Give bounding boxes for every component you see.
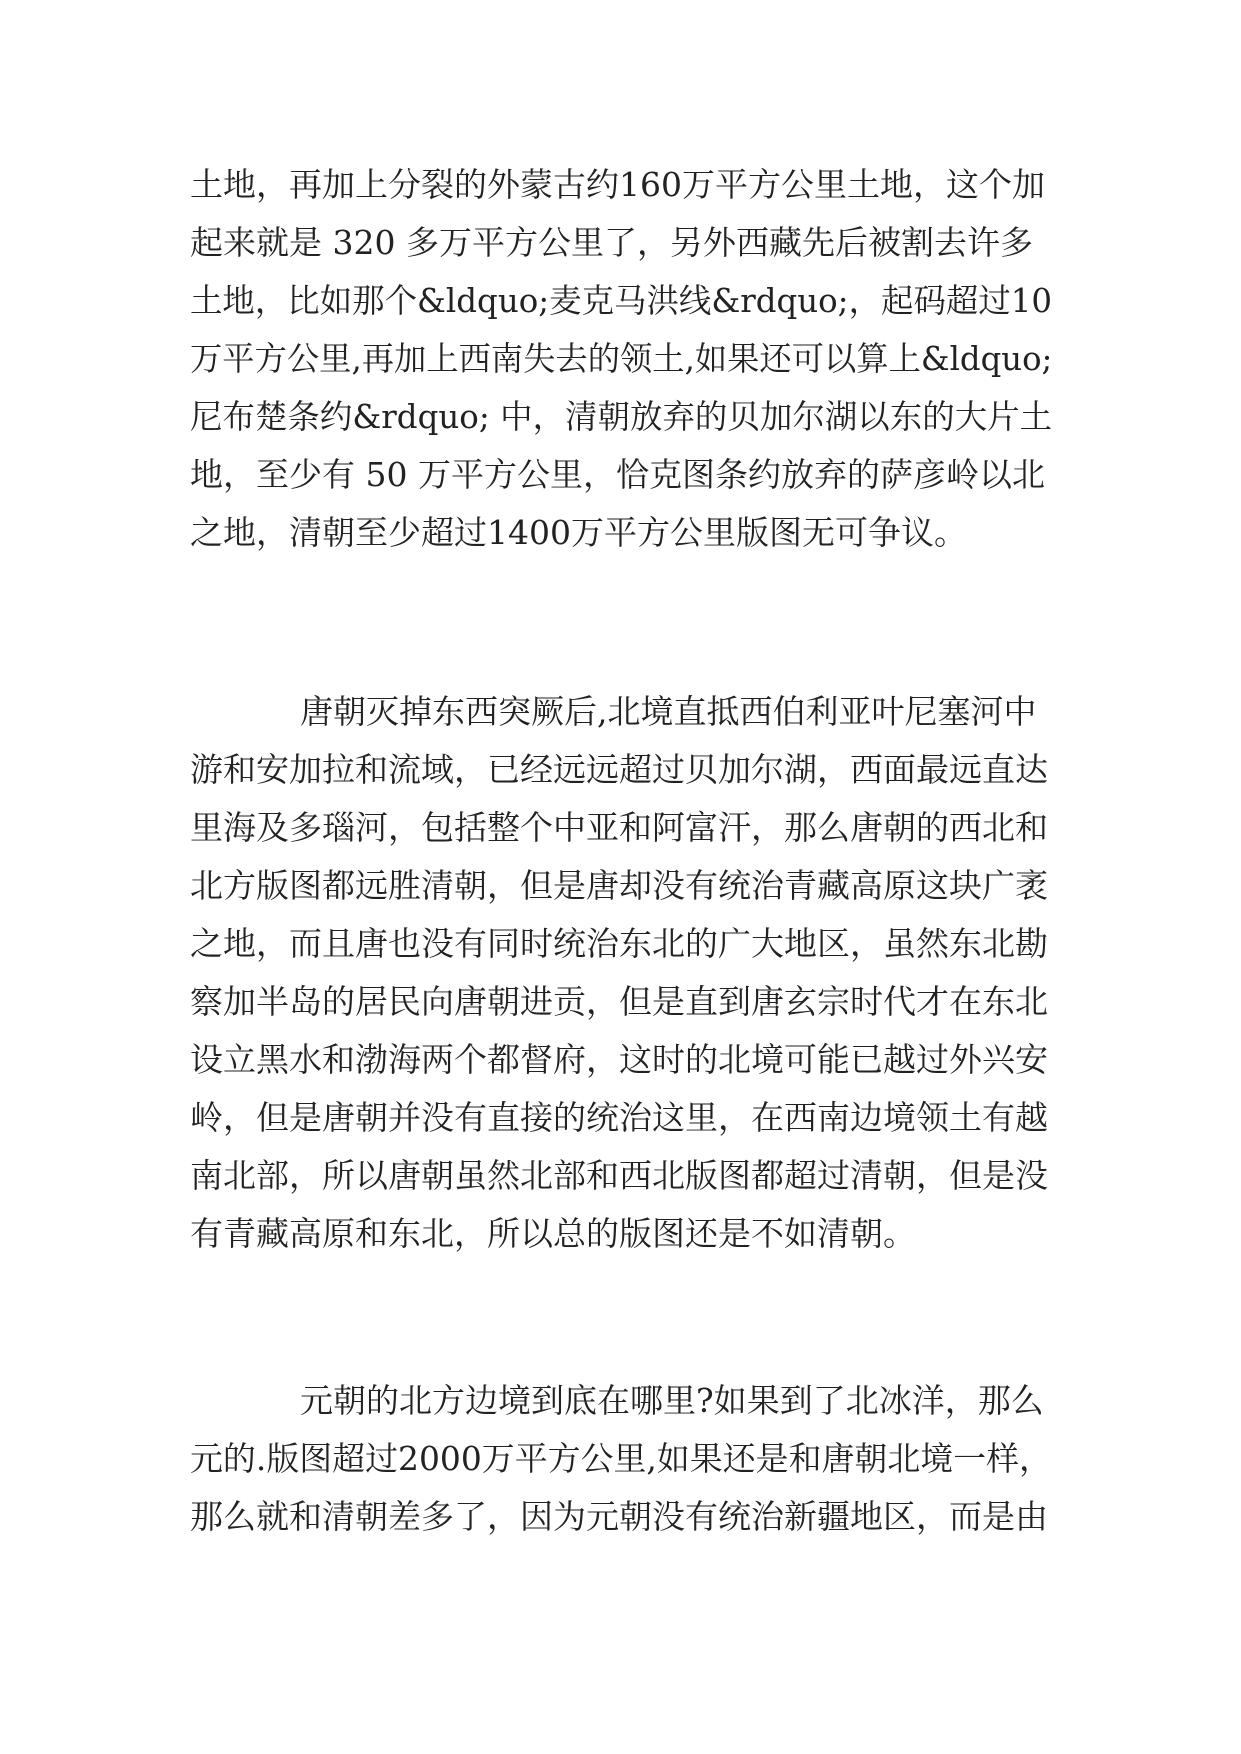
text-line: 岭，但是唐朝并没有直接的统治这里，在西南边境领土有越	[190, 1098, 1048, 1137]
text-line: 之地，而且唐也没有同时统治东北的广大地区，虽然东北勘	[190, 924, 1048, 963]
text-line: 起来就是 320 多万平方公里了，另外西藏先后被割去许多	[190, 223, 1033, 262]
text-line: 设立黑水和渤海两个都督府，这时的北境可能已越过外兴安	[190, 1040, 1048, 1079]
text-line: 南北部，所以唐朝虽然北部和西北版图都超过清朝，但是没	[190, 1156, 1048, 1195]
text-line: 土地，比如那个&ldquo;麦克马洪线&rdquo;，起码超过10	[190, 281, 1053, 320]
text-line-first: 元朝的北方边境到底在哪里?如果到了北冰洋，那么	[300, 1381, 1044, 1420]
paragraph-qing-territory	[190, 156, 1052, 562]
text-line: 有青藏高原和东北，所以总的版图还是不如清朝。	[190, 1214, 916, 1253]
text-line: 北方版图都远胜清朝，但是唐却没有统治青藏高原这块广袤	[190, 866, 1048, 905]
text-line: 察加半岛的居民向唐朝进贡，但是直到唐玄宗时代才在东北	[190, 982, 1048, 1021]
text-line: 尼布楚条约&rdquo; 中，清朝放弃的贝加尔湖以东的大片土	[190, 397, 1053, 436]
text-line: 里海及多瑙河，包括整个中亚和阿富汗，那么唐朝的西北和	[190, 808, 1048, 847]
text-line: 之地，清朝至少超过1400万平方公里版图无可争议。	[190, 513, 967, 552]
text-line: 那么就和清朝差多了，因为元朝没有统治新疆地区，而是由	[190, 1497, 1048, 1536]
text-line: 元的.版图超过2000万平方公里,如果还是和唐朝北境一样，	[190, 1439, 1052, 1478]
text-line: 万平方公里,再加上西南失去的领土,如果还可以算上&ldquo;	[190, 339, 1053, 378]
paragraph-yuan-territory	[190, 1372, 1052, 1546]
paragraph-tang-territory	[190, 683, 1052, 1263]
text-line-first: 唐朝灭掉东西突厥后,北境直抵西伯利亚叶尼塞河中	[300, 692, 1037, 731]
text-line: 地，至少有 50 万平方公里，恰克图条约放弃的萨彦岭以北	[190, 455, 1045, 494]
text-line: 游和安加拉和流域，已经远远超过贝加尔湖，西面最远直达	[190, 750, 1048, 789]
text-line: 土地，再加上分裂的外蒙古约160万平方公里土地，这个加	[190, 165, 1045, 204]
